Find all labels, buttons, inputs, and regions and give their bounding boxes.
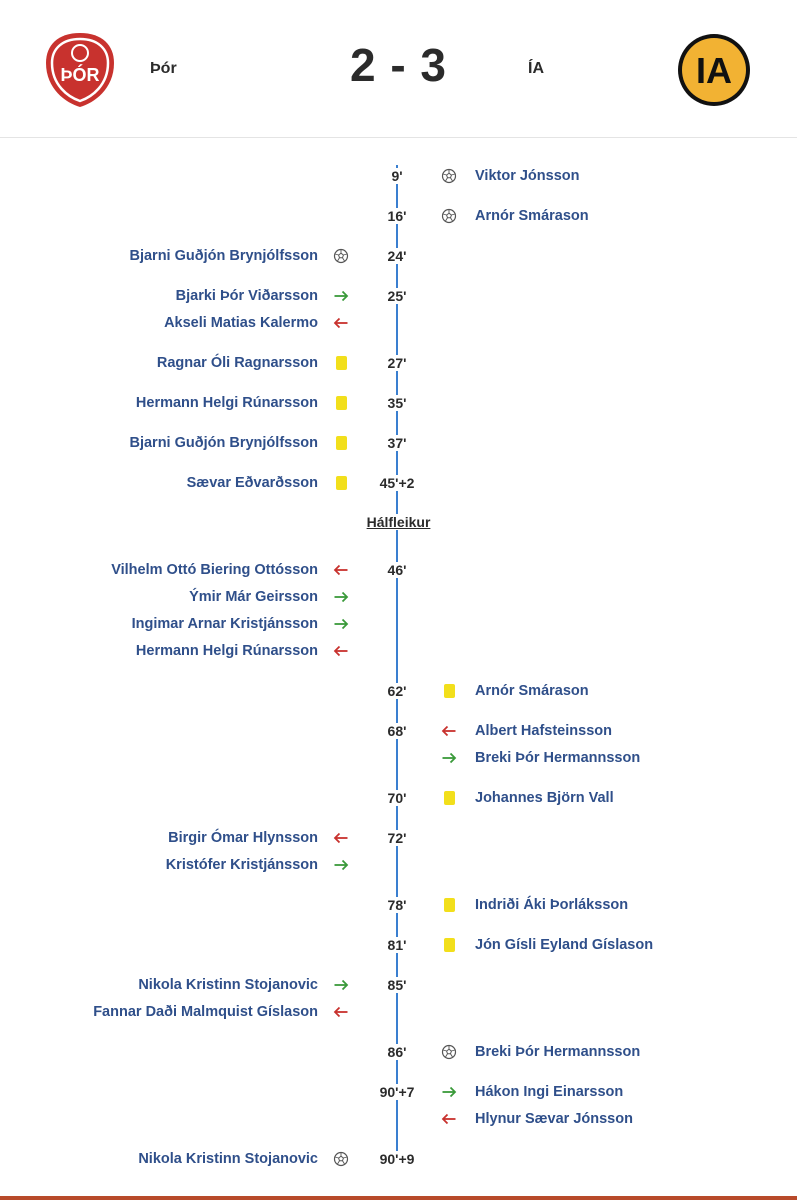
event-minute-label: 85' xyxy=(385,977,410,993)
event-minute-label: 37' xyxy=(385,435,410,451)
event-minute xyxy=(347,718,447,744)
yellow-card-icon xyxy=(336,436,347,450)
substitution-out-arrow-icon xyxy=(333,643,349,659)
event-minute-label: 86' xyxy=(385,1044,410,1060)
timeline-event-row xyxy=(0,852,797,878)
event-minute xyxy=(347,243,447,269)
football-icon xyxy=(333,248,349,264)
event-minute xyxy=(347,350,447,376)
event-minute xyxy=(347,1079,447,1105)
timeline-event-row xyxy=(0,972,797,998)
event-minute-label: 70' xyxy=(385,790,410,806)
substitution-in-arrow-icon xyxy=(333,977,349,993)
event-minute-label: 25' xyxy=(385,288,410,304)
timeline-event-row xyxy=(0,1079,797,1105)
event-minute-label: 68' xyxy=(385,723,410,739)
timeline-event-row xyxy=(0,611,797,637)
yellow-card-icon xyxy=(336,476,347,490)
event-minute-label: 46' xyxy=(385,562,410,578)
event-minute-label: 35' xyxy=(385,395,410,411)
event-minute xyxy=(347,470,447,496)
timeline-event-row xyxy=(0,999,797,1025)
player-name-link[interactable]: Breki Þór Hermannsson xyxy=(475,750,641,766)
timeline-event-row xyxy=(0,745,797,771)
player-name-link[interactable]: Vilhelm Ottó Biering Ottósson xyxy=(111,562,318,578)
timeline-event-row xyxy=(0,892,797,918)
event-minute-label: 81' xyxy=(385,937,410,953)
timeline-event-row xyxy=(0,678,797,704)
substitution-out-arrow-icon xyxy=(441,723,457,739)
event-minute xyxy=(347,283,447,309)
event-minute xyxy=(347,430,447,456)
player-name-link[interactable]: Nikola Kristinn Stojanovic xyxy=(138,1151,318,1167)
timeline-event-row xyxy=(0,1106,797,1132)
timeline-event-row xyxy=(0,350,797,376)
svg-text:ÞÓR: ÞÓR xyxy=(60,65,100,85)
event-minute xyxy=(347,1146,447,1172)
bottom-accent-bar xyxy=(0,1196,797,1200)
player-name-link[interactable]: Ingimar Arnar Kristjánsson xyxy=(131,616,318,632)
player-name-link[interactable]: Kristófer Kristjánsson xyxy=(165,857,318,873)
player-name-link[interactable]: Breki Þór Hermannsson xyxy=(475,1044,641,1060)
player-name-link[interactable]: Hermann Helgi Rúnarsson xyxy=(135,395,318,411)
event-minute xyxy=(347,557,447,583)
football-icon xyxy=(441,168,457,184)
player-name-link[interactable]: Hákon Ingi Einarsson xyxy=(475,1084,624,1100)
player-name-link[interactable]: Ragnar Óli Ragnarsson xyxy=(156,355,318,371)
substitution-in-arrow-icon xyxy=(333,857,349,873)
player-name-link[interactable]: Viktor Jónsson xyxy=(475,168,580,184)
yellow-card-icon xyxy=(336,396,347,410)
yellow-card-icon xyxy=(444,684,455,698)
event-minute-label: 24' xyxy=(385,248,410,264)
match-score: 2 - 3 xyxy=(349,39,448,91)
event-minute-label: 45'+2 xyxy=(377,475,418,491)
event-minute-label: 90'+9 xyxy=(377,1151,418,1167)
match-header xyxy=(0,0,797,138)
timeline-event-row xyxy=(0,283,797,309)
event-minute-label: 9' xyxy=(388,168,405,184)
timeline-event-row xyxy=(0,470,797,496)
football-icon xyxy=(441,1044,457,1060)
timeline-event-row xyxy=(0,932,797,958)
player-name-link[interactable]: Bjarni Guðjón Brynjólfsson xyxy=(129,435,318,451)
away-team-name[interactable]: ÍA xyxy=(528,60,544,77)
timeline-event-row xyxy=(0,203,797,229)
player-name-link[interactable]: Birgir Ómar Hlynsson xyxy=(168,830,318,846)
substitution-in-arrow-icon xyxy=(441,750,457,766)
timeline-event-row xyxy=(0,1039,797,1065)
player-name-link[interactable]: Jón Gísli Eyland Gíslason xyxy=(475,937,654,953)
yellow-card-icon xyxy=(444,898,455,912)
timeline-event-row xyxy=(0,785,797,811)
player-name-link[interactable]: Johannes Björn Vall xyxy=(475,790,614,806)
event-minute-label: 62' xyxy=(385,683,410,699)
timeline-event-row xyxy=(0,557,797,583)
timeline-event-row xyxy=(0,718,797,744)
football-icon xyxy=(333,1151,349,1167)
timeline-event-row xyxy=(0,825,797,851)
svg-text:IA: IA xyxy=(696,50,732,91)
player-name-link[interactable]: Sævar Eðvarðsson xyxy=(186,475,318,491)
event-minute xyxy=(347,163,447,189)
event-minute-label: 27' xyxy=(385,355,410,371)
substitution-in-arrow-icon xyxy=(333,589,349,605)
timeline-event-row xyxy=(0,310,797,336)
halftime-label: Hálfleikur xyxy=(363,514,435,530)
player-name-link[interactable]: Hlynur Sævar Jónsson xyxy=(475,1111,633,1127)
timeline-event-row xyxy=(0,638,797,664)
substitution-out-arrow-icon xyxy=(441,1111,457,1127)
yellow-card-icon xyxy=(336,356,347,370)
player-name-link[interactable]: Ýmir Már Geirsson xyxy=(189,589,318,605)
substitution-in-arrow-icon xyxy=(333,288,349,304)
event-minute xyxy=(347,390,447,416)
player-name-link[interactable]: Bjarni Guðjón Brynjólfsson xyxy=(129,248,318,264)
home-team-name[interactable]: Þór xyxy=(150,60,177,77)
halftime-divider xyxy=(0,514,797,532)
ia-crest-icon xyxy=(676,32,752,108)
player-name-link[interactable]: Akseli Matias Kalermo xyxy=(164,315,318,331)
player-name-link[interactable]: Bjarki Þór Viðarsson xyxy=(175,288,318,304)
event-minute xyxy=(347,972,447,998)
player-name-link[interactable]: Nikola Kristinn Stojanovic xyxy=(138,977,318,993)
event-minute xyxy=(347,825,447,851)
player-name-link[interactable]: Arnór Smárason xyxy=(475,683,589,699)
timeline-event-row xyxy=(0,1146,797,1172)
event-minute xyxy=(347,932,447,958)
timeline-event-row xyxy=(0,390,797,416)
yellow-card-icon xyxy=(444,791,455,805)
substitution-in-arrow-icon xyxy=(441,1084,457,1100)
substitution-out-arrow-icon xyxy=(333,562,349,578)
event-minute xyxy=(347,785,447,811)
event-minute xyxy=(347,1039,447,1065)
football-icon xyxy=(441,208,457,224)
timeline-event-row xyxy=(0,584,797,610)
substitution-out-arrow-icon xyxy=(333,315,349,331)
substitution-out-arrow-icon xyxy=(333,830,349,846)
event-minute xyxy=(347,678,447,704)
event-minute xyxy=(347,892,447,918)
player-name-link[interactable]: Fannar Daði Malmquist Gíslason xyxy=(93,1004,318,1020)
event-minute-label: 78' xyxy=(385,897,410,913)
timeline-event-row xyxy=(0,430,797,456)
event-minute-label: 90'+7 xyxy=(377,1084,418,1100)
player-name-link[interactable]: Arnór Smárason xyxy=(475,208,589,224)
event-minute-label: 72' xyxy=(385,830,410,846)
substitution-in-arrow-icon xyxy=(333,616,349,632)
player-name-link[interactable]: Indriði Áki Þorláksson xyxy=(475,897,629,913)
timeline-event-row xyxy=(0,243,797,269)
event-minute-label: 16' xyxy=(385,208,410,224)
player-name-link[interactable]: Albert Hafsteinsson xyxy=(475,723,612,739)
event-minute xyxy=(347,203,447,229)
timeline-event-row xyxy=(0,163,797,189)
yellow-card-icon xyxy=(444,938,455,952)
player-name-link[interactable]: Hermann Helgi Rúnarsson xyxy=(135,643,318,659)
substitution-out-arrow-icon xyxy=(333,1004,349,1020)
